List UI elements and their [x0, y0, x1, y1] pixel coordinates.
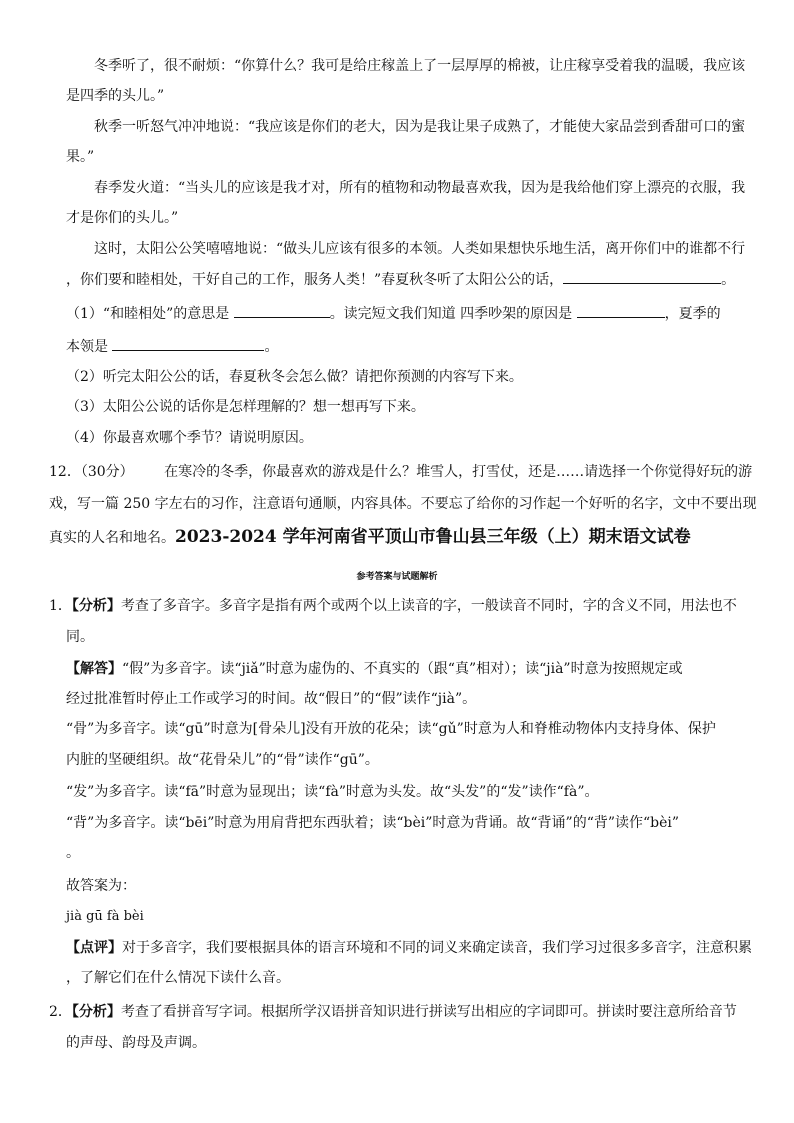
question-12-line-3: [49, 527, 691, 548]
question-1-text-d: 本领是: [66, 339, 108, 355]
answer-1-analysis-line-2: 同。: [66, 629, 94, 645]
answers-subtitle: 参考答案与试题解析: [356, 572, 438, 582]
exam-title: 2023-2024 学年河南省平顶山市鲁山县三年级（上）期末语文试卷: [175, 527, 691, 547]
answer-blank-reason[interactable]: [577, 303, 665, 318]
story-para-4-line-2: [66, 269, 735, 290]
answer-1-analysis-text: 考查了多音字。多音字是指有两个或两个以上读音的字，一般读音不同时，字的含义不同，用法也不: [120, 598, 737, 614]
answer-blank[interactable]: [563, 269, 721, 284]
answer-2-analysis-text: 考查了看拼音写字词。根据所学汉语拼音知识进行拼读写出相应的字词即可。拼读时要注意所给音节: [120, 1004, 737, 1020]
question-1-text-b: 。读完短文我们知道 四季吵架的原因是: [329, 306, 573, 322]
story-para-1-line-1: 冬季听了，很不耐烦：“你算什么？我可是给庄稼盖上了一层厚厚的棉被，让庄稼享受着我的温暖，我应该: [94, 58, 746, 74]
comment-tag: 【点评】: [66, 940, 122, 956]
answer-1-analysis-line-1: [49, 596, 737, 616]
question-1-text-a: （1）“和睦相处”的意思是: [66, 306, 230, 322]
answer-2-analysis-line-2: 的声母、韵母及声调。: [66, 1035, 206, 1051]
analysis-tag: 【分析】: [71, 598, 121, 614]
question-1-line-1: [66, 303, 721, 324]
answer-1-solution-line-3: “骨”为多音字。读“gū”时意为[骨朵儿]没有开放的花朵；读“gǔ”时意为人和脊椎动物体内支持身体、保护: [66, 721, 716, 737]
story-para-2-line-1: 秋季一听怒气冲冲地说：“我应该是你们的老大，因为是我让果子成熟了，才能使大家品尝到香甜可口的蜜: [94, 119, 746, 135]
question-12-number: 12．（30分）: [49, 464, 134, 480]
question-12-text: 在寒冷的冬季，你最喜欢的游戏是什么？堆雪人，打雪仗，还是……请选择一个你觉得好玩的游: [164, 464, 753, 480]
story-para-4-line-1: 这时，太阳公公笑嘻嘻地说：“做头儿应该有很多的本领。人类如果想快乐地生活，离开你们中的谁都不行: [94, 241, 746, 257]
answer-1-solution-line-5: “发”为多音字。读“fā”时意为显现出；读“fà”时意为头发。故“头发”的“发”读作“fà”。: [66, 784, 599, 800]
answer-1-comment-line-2: ，了解它们在什么情况下读什么音。: [66, 970, 290, 986]
question-2: （2）听完太阳公公的话，春夏秋冬会怎么做？请把你预测的内容写下来。: [66, 369, 523, 385]
question-12-line-2: 戏，写一篇 250 字左右的习作，注意语句通顺，内容具体。不要忘了给你的习作起一个好听的名字，文中不要出现: [49, 496, 757, 512]
story-para-4-end: 。: [721, 272, 736, 288]
answer-2-number: 2．: [49, 1004, 72, 1020]
answer-1-solution-line-1: [66, 659, 683, 679]
solution-tag: 【解答】: [66, 661, 122, 677]
answer-2-analysis-line-1: [49, 1002, 737, 1022]
answer-1-result-value: jià gū fà bèi: [66, 909, 144, 924]
answer-1-solution-line-7: 。: [66, 845, 80, 861]
story-para-4-text: ，你们要和睦相处，干好自己的工作，服务人类！”春夏秋冬听了太阳公公的话，: [66, 272, 564, 288]
story-para-3-line-2: 才是你们的头儿。”: [66, 210, 179, 226]
answer-1-solution-line-6: “背”为多音字。读“bēi”时意为用肩背把东西驮着；读“bèi”时意为背诵。故“背诵”的“背”读作“bèi”: [66, 815, 680, 831]
answer-1-number: 1．: [49, 598, 72, 614]
question-12-text-end: 真实的人名和地名。: [49, 530, 175, 546]
answer-1-comment-text: 对于多音字，我们要根据具体的语言环境和不同的词义来确定读音，我们学习过很多多音字，注意积累: [122, 940, 752, 956]
answer-1-comment-line-1: [66, 938, 752, 958]
answer-1-solution-line-2: 经过批准暂时停止工作或学习的时间。故“假日”的“假”读作“jià”。: [66, 691, 477, 707]
answer-1-result-label: 故答案为：: [66, 878, 136, 894]
story-para-1-line-2: 是四季的头儿。”: [66, 88, 165, 104]
question-4: （4）你最喜欢哪个季节？请说明原因。: [66, 430, 313, 446]
answer-blank-summer-skill[interactable]: [112, 336, 264, 351]
question-12-line-1: [49, 462, 752, 482]
question-1-line-2: [66, 336, 278, 357]
question-1-text-e: 。: [264, 339, 279, 355]
question-1-text-c: ，夏季的: [664, 306, 721, 322]
story-para-2-line-2: 果。”: [66, 149, 95, 165]
answer-1-solution-text: “假”为多音字。读“jiǎ”时意为虚伪的、不真实的（跟“真”相对）；读“jià”时意为按照规定或: [122, 661, 683, 677]
question-3: （3）太阳公公说的话你是怎样理解的？想一想再写下来。: [66, 399, 425, 415]
answer-blank-meaning[interactable]: [234, 303, 330, 318]
story-para-3-line-1: 春季发火道：“当头儿的应该是我才对，所有的植物和动物最喜欢我，因为是我给他们穿上漂亮的衣服，我: [94, 180, 746, 196]
analysis-tag-2: 【分析】: [71, 1004, 121, 1020]
answer-1-solution-line-4: 内脏的坚硬组织。故“花骨朵儿”的“骨”读作“gū”。: [66, 752, 379, 768]
